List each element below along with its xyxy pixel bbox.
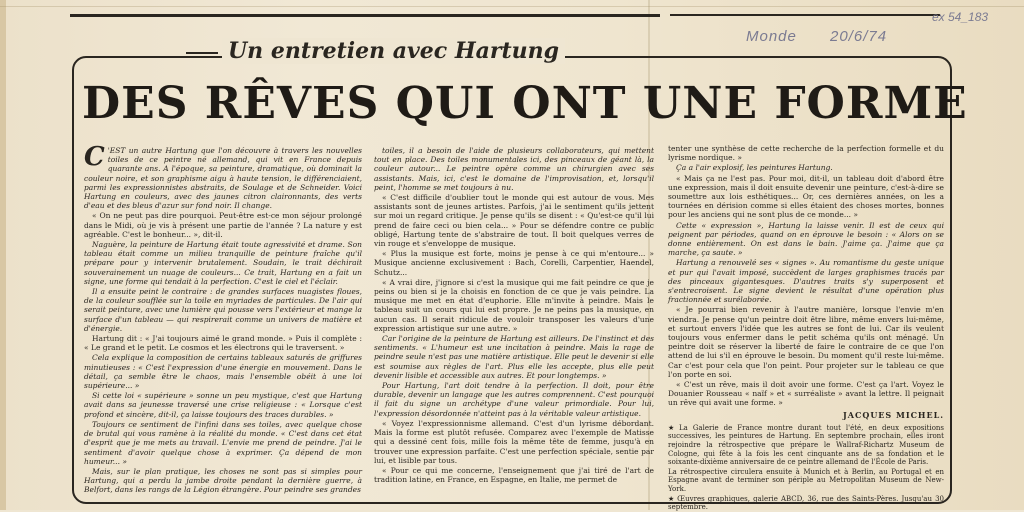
article-paragraph: Pour Hartung, l'art doit tendre à la perfection. Il doit, pour être durable, devenir un langage que les autres comprennent. C'est pourquoi il fait du signe un archétype d'une valeur primordiale. Pour lui, l'expression désordonnée n'atteint pas à la véritable valeur artistique. <box>374 381 654 418</box>
star-icon: ★ <box>668 494 676 503</box>
article-paragraph: Cela explique la composition de certains tableaux saturés de griffures minutieuses : « C'est l'expression d'une énergie en mouvement. Dans le détail, ça semble être le chaos, mais l'ensemble obéit à une loi supérieure... » <box>84 353 362 391</box>
article-paragraph: Car l'origine de la peinture de Hartung est ailleurs. De l'instinct et des sentiments. « L'humeur est une incitation à peindre. Mais la rage de peindre seule n'est pas une matière artistique. Elle peut le devenir si elle est soumise aux règles de l'art. Plus elle les accepte, plus elle peut devenir lisible et accessible aux autres. Et pour longtemps. » <box>374 334 654 380</box>
article-paragraph: Si cette loi « supérieure » sonne un peu mystique, c'est que Hartung avait dans sa jeunesse traversé une crise religieuse : « Lorsque c'est profond et sincère, dit-il, ça laisse toujours des traces durables. » <box>84 391 362 419</box>
article-paragraph: Mais, sur le plan pratique, les choses ne sont pas si simples pour Hartung, qui a perdu la jambe droite pendant la dernière guerre, à Belfort, dans les rangs de la Légion étrangère. Pour peindre ses grandes <box>84 466 362 495</box>
article-paragraph: tenter une synthèse de cette recherche de la perfection formelle et du lyrisme nordique. » <box>668 144 944 163</box>
article-paragraph: Toujours ce sentiment de l'infini dans ses toiles, avec quelque chose de brutal qui vous ramène à la réalité du monde. « C'est dans cet état d'esprit que je me mets au travail. L'envie me prend de peindre. J'ai le sentiment d'avoir quelque chose à exprimer. Ça dépend de mon humeur... » <box>84 419 362 466</box>
drop-cap: C <box>84 142 105 172</box>
article-column-2 <box>374 146 654 498</box>
handwritten-date: 20/6/74 <box>830 28 888 45</box>
kicker-rule <box>186 52 218 54</box>
star-icon: ★ <box>668 423 678 432</box>
article-paragraph: « On ne peut pas dire pourquoi. Peut-être est-ce mon séjour prolongé dans le Midi, où je vis à présent une partie de l'année ? La nature y est agréable. C'est le bonheur... », dit-il. <box>84 211 362 239</box>
fold-crease <box>0 6 1024 7</box>
article-paragraph: Hartung dit : « J'ai toujours aimé le grand monde. » Puis il complète : « Le grand et le petit. Le cosmos et les électrons qui le traversent. » <box>84 334 362 353</box>
article-paragraph: « A vrai dire, j'ignore si c'est la musique qui me fait peindre ce que je peins ou bien si je la choisis en fonction de ce que je vais peindre. La musique me met en état d'euphorie. Elle m'invite à peindre. Mais le tableau suit un cours qui lui est propre. Je ne peins pas la musique, en aucun cas. Il serait ridicule de vouloir transposer les valeurs d'une expression artistique sur une autre. » <box>374 277 654 333</box>
article-paragraph: toiles, il a besoin de l'aide de plusieurs collaborateurs, qui mettent tout en place. Des toiles monumentales ici, des pinceaux de géant là, la couleur autour... Le peintre opère comme un chirurgien avec ses assistants. Mais, ici, c'est le domaine de l'improvisation, et, lorsqu'il peint, l'homme se met toujours à nu. <box>374 146 654 192</box>
article-note: La rétrospective circulera ensuite à Munich et à Berlin, au Portugal et en Espagne avant de terminer son périple au Metropolitan Museum de New-York. <box>668 467 944 494</box>
article-paragraph: « Pour ce qui me concerne, l'enseignement que j'ai tiré de l'art de tradition latine, en France, en Espagne, en Italie, me permet de <box>374 465 654 485</box>
article-paragraph: C 'EST un autre Hartung que l'on découvre à travers les nouvelles toiles de ce peintre né allemand, qui vit en France depuis quarante ans. A l'époque, sa peinture, dramatique, où dominait la couleur noire, et son graphisme aigu à haute tension, le différenciaient, parmi les expressionnistes abstraits, de Soulage et de Schneider. Voici Hartung en couleurs, avec des jaunes citron claironnants, des verts d'eau et des bleus d'azur sur fond noir. Il change. <box>84 142 362 211</box>
top-rule <box>670 14 940 16</box>
article-note: ★ Œuvres graphiques, galerie ABCD, 36, rue des Saints-Pères. Jusqu'au 30 septembre. <box>668 494 944 512</box>
article-paragraph: Hartung a renouvelé ses « signes ». Au romantisme du geste unique et pur qui l'avait imposé, succèdent de larges graphismes tracés par des pinceaux gigantesques. D'autres traits s'y superposent et s'entrecroisent. Le signe devient le résultat d'une opération plus fractionnée et surélaborée. <box>668 258 944 305</box>
article-column-1 <box>84 142 362 498</box>
article-note: ★ La Galerie de France montre durant tout l'été, en deux expositions successives, les peintures de Hartung. En septembre prochain, elles iront rejoindre la rétrospective que prépare le Wallraf-Richartz Museum de Cologne, qui fête à la fois les cent cinquante ans de sa fondation et le soixante-dixième anniversaire de ce peintre allemand de l'École de Paris. <box>668 423 945 467</box>
article-paragraph: Naguère, la peinture de Hartung était toute agressivité et drame. Son tableau était comme un milieu tranquille de peinture fraîche qu'il prépare pour y intervenir brutalement. Soudain, le trait déchirait souverainement un nuage de couleurs... Ce trait, Hartung en a fait un signe, une forme qui tendait à la perfection. C'est le ciel et l'éclair. <box>84 240 362 286</box>
article-paragraph: Cette « expression », Hartung la laisse venir. Il est de ceux qui peignent par périodes, quand on en éprouve le besoin : « Alors on se donne entièrement. On est dans le bain. J'aime ça. J'aime que ça marche, ça saute. » <box>668 220 944 258</box>
handwritten-source: Monde <box>746 28 797 45</box>
article-headline: DES RÊVES QUI ONT UNE FORME <box>82 78 968 129</box>
article-signature: JACQUES MICHEL. <box>843 409 944 420</box>
article-column-3 <box>668 144 945 512</box>
article-paragraph: « Plus la musique est forte, moins je pense à ce qui m'entoure... » Musique ancienne exclusivement : Bach, Corelli, Carpentier, Haendel, Schutz... <box>374 249 654 277</box>
article-paragraph: « C'est difficile d'oublier tout le monde qui est autour de vous. Mes assistants sont de jeunes artistes. Parfois, j'ai le sentiment qu'ils jettent sur moi un regard critique. Je pense qu'ils se disent : « Qu'est-ce qu'il lui prend de faire ceci ou bien cela... » Pour se défendre contre ce public obligé, Hartung tente de s'abstraire de tout. Il boit quelques verres de vin rouge et s'enveloppe de musique. <box>374 193 654 249</box>
article-paragraph: Il a ensuite peint le contraire : de grandes surfaces nuagistes floues, de la couleur soufflée sur la toile en myriades de particules. De l'air qui serait peinture, avec une lumière qui pousse vers l'extérieur et mange la surface d'un tableau — qui respirerait comme un univers de matière et d'énergie. <box>84 287 362 333</box>
article-paragraph: « Mais ça ne l'est pas. Pour moi, dit-il, un tableau doit d'abord être une expression, mais il doit ensuite devenir une peinture, c'est-à-dire se soumettre aux lois esthétiques... Or, ces dernières années, on les a tournées en dérision comme si elles étaient des choses mortes, bonnes pour les anciens qui ne sont plus de ce monde... » <box>668 173 944 220</box>
article-paragraph: Ça a l'air explosif, les peintures Hartung. <box>676 163 833 173</box>
article-paragraph: « Voyez l'expressionnisme allemand. C'est d'un lyrisme débordant. Mais la forme est plutôt refusée. Comparez avec l'exemple de Matisse qui a dessiné cent fois, mille fois la même tête de femme, jusqu'à en trouver une expression parfaite. C'est une perfection spéciale, sentie par lui, et lisible par tous. <box>374 418 654 465</box>
paper-edge <box>0 0 6 510</box>
archive-reference: ex 54_183 <box>932 10 989 24</box>
article-paragraph: « Je pourrai bien revenir à l'autre manière, lorsque l'envie m'en viendra. Je pense qu'un peintre doit être libre, même envers lui-même, et surtout envers l'idée que les autres se font de lui. Car ils veulent toujours vous enfermer dans le petit schéma qu'ils ont ménagé. Un peintre doit se réserver la liberté de faire le contraire de ce que l'on attend de lui s'il en éprouve le besoin. Du moment qu'il reste lui-même. Car c'est pour cela que l'on peint. Pour projeter sur le tableau ce que l'on porte en soi. <box>668 305 944 379</box>
article-kicker: Un entretien avec Hartung <box>222 38 565 64</box>
article-paragraph: « C'est un rêve, mais il doit avoir une forme. C'est ça l'art. Voyez le Douanier Rousseau « naïf » et « surréaliste » avant la lettre. Il peignait un rêve qui avait une forme. » <box>668 380 944 408</box>
article-notes <box>668 424 944 512</box>
top-rule <box>70 14 660 17</box>
